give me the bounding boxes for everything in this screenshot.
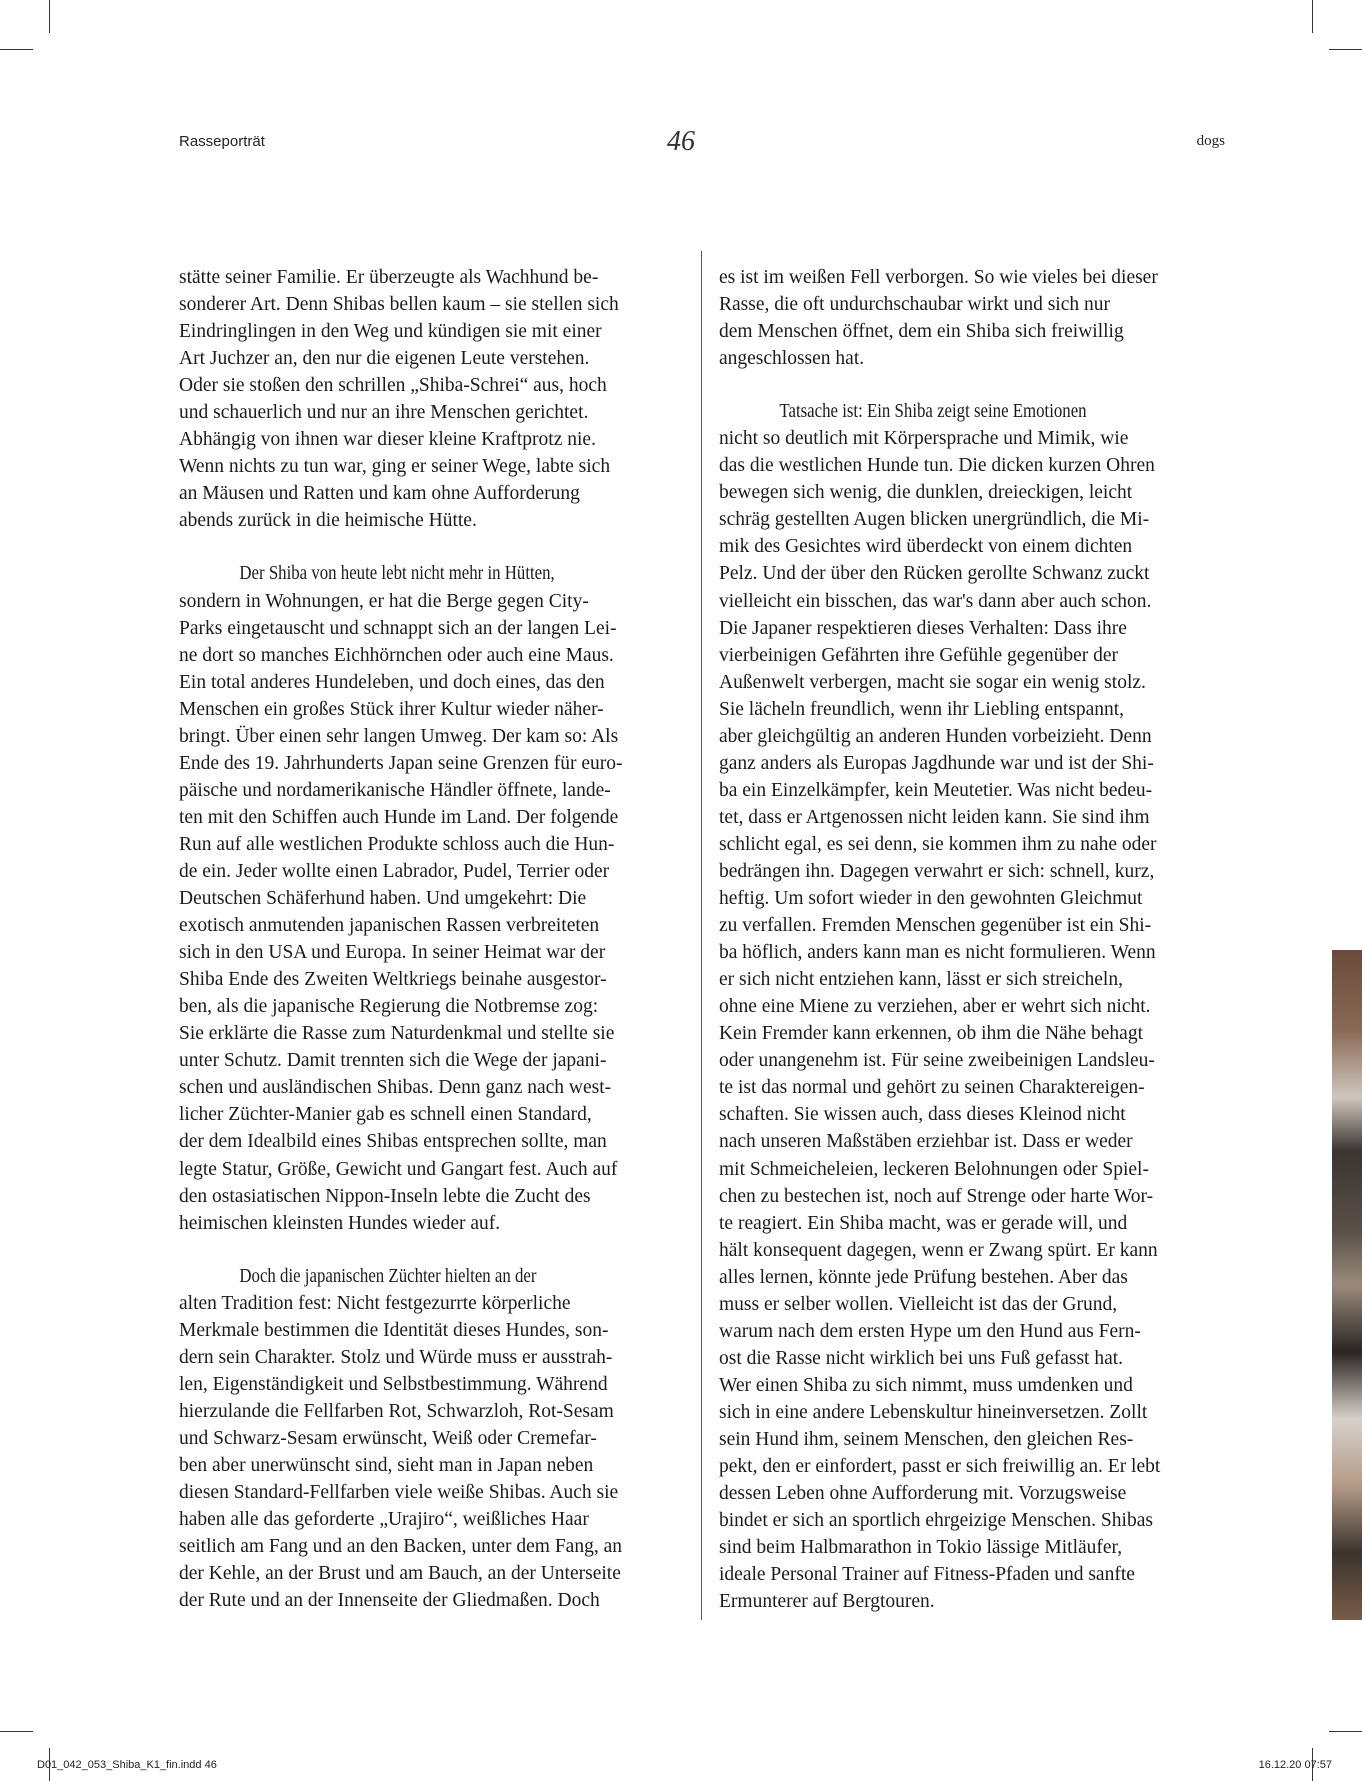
text-line: ganz anders als Europas Jagdhunde war und ist der Shi- <box>719 752 1154 774</box>
text-line: Rasse, die oft undurchschaubar wirkt und sich nur <box>719 294 1110 316</box>
text-line: unter Schutz. Damit trennten sich die Wege der japani- <box>179 1050 607 1072</box>
text-line: Run auf alle westlichen Produkte schloss auch die Hun- <box>179 833 615 855</box>
text-line: sondern in Wohnungen, er hat die Berge gegen City- <box>179 590 589 612</box>
article-paragraph <box>179 1263 689 1615</box>
text-line: schlicht egal, es sei denn, sie kommen ihm zu nahe oder <box>719 833 1157 855</box>
text-line: zu verfallen. Fremden Menschen gegenüber ist ein Shi- <box>719 915 1152 937</box>
text-line: legte Statur, Größe, Gewicht und Gangart fest. Auch auf <box>179 1158 618 1180</box>
text-line: chen zu bestechen ist, noch auf Strenge oder harte Wor- <box>719 1185 1154 1207</box>
article-paragraph <box>179 264 689 534</box>
text-line: pekt, den er einfordert, passt er sich freiwillig an. Er lebt <box>719 1456 1161 1478</box>
text-line: und Schwarz-Sesam erwünscht, Weiß oder Cremefar- <box>179 1427 597 1449</box>
text-line: hierzulande die Fellfarben Rot, Schwarzloh, Rot-Sesam <box>179 1400 614 1422</box>
edge-photo <box>1332 950 1362 1620</box>
text-line: Außenwelt verbergen, macht sie sogar ein wenig stolz. <box>719 671 1146 693</box>
text-line: bewegen sich wenig, die dunklen, dreieckigen, leicht <box>719 482 1133 504</box>
crop-mark <box>0 1731 33 1732</box>
text-line: dem Menschen öffnet, dem ein Shiba sich freiwillig <box>719 321 1124 343</box>
article-paragraph <box>719 398 1229 1615</box>
text-line: es ist im weißen Fell verborgen. So wie vieles bei dieser <box>719 267 1158 288</box>
text-line: Doch die japanischen Züchter hielten an der <box>239 1265 537 1287</box>
crop-mark <box>0 49 33 50</box>
text-line: ba höflich, anders kann man es nicht formulieren. Wenn <box>719 942 1156 964</box>
crop-mark <box>49 0 50 33</box>
text-line: stätte seiner Familie. Er überzeugte als Wachhund be- <box>179 267 599 288</box>
text-line: Die Japaner respektieren dieses Verhalten: Dass ihre <box>719 617 1127 639</box>
text-line: Pelz. Und der über den Rücken gerollte Schwanz zuckt <box>719 563 1150 585</box>
text-line: Sie erklärte die Rasse zum Naturdenkmal und stellte sie <box>179 1023 615 1045</box>
article-column-left <box>179 264 689 1640</box>
article-column-right <box>719 264 1229 1641</box>
column-divider <box>701 251 702 1620</box>
text-line: alles lernen, könnte jede Prüfung bestehen. Aber das <box>719 1266 1128 1288</box>
text-line: ideale Personal Trainer auf Fitness-Pfaden und sanfte <box>719 1564 1135 1586</box>
crop-mark <box>1312 0 1313 33</box>
text-line: ba ein Einzelkämpfer, kein Meutetier. Was nicht bedeu- <box>719 779 1153 801</box>
text-line: mit Schmeicheleien, leckeren Belohnungen oder Spiel- <box>719 1158 1149 1180</box>
text-line: ost die Rasse nicht wirklich bei uns Fuß gefasst hat. <box>719 1347 1124 1369</box>
footer-timestamp: 16.12.20 07:57 <box>1258 1759 1332 1771</box>
text-line: Parks eingetauscht und schnappt sich an der langen Lei- <box>179 617 617 639</box>
text-line: diesen Standard-Fellfarben viele weiße Shibas. Auch sie <box>179 1482 619 1504</box>
magazine-name: dogs <box>1196 133 1225 149</box>
text-line: an Mäusen und Ratten und kam ohne Aufforderung <box>179 483 580 505</box>
text-line: Ein total anderes Hundeleben, und doch eines, das den <box>179 671 605 693</box>
text-line: ohne eine Miene zu verziehen, aber er wehrt sich nicht. <box>719 996 1151 1018</box>
text-line: sonderer Art. Denn Shibas bellen kaum – sie stellen sich <box>179 294 619 316</box>
text-line: sich in den USA und Europa. In seiner Heimat war der <box>179 942 606 964</box>
text-line: Shiba Ende des Zweiten Weltkriegs beinahe ausgestor- <box>179 969 607 991</box>
text-line: vielleicht ein bisschen, das war's dann aber auch schon. <box>719 590 1152 612</box>
text-line: sich in eine andere Lebenskultur hineinversetzen. Zollt <box>719 1401 1148 1423</box>
text-line: Kein Fremder kann erkennen, ob ihm die Nähe behagt <box>719 1023 1143 1045</box>
text-line: de ein. Jeder wollte einen Labrador, Pudel, Terrier oder <box>179 860 610 882</box>
text-line: vierbeinigen Gefährten ihre Gefühle gegenüber der <box>719 644 1119 666</box>
text-line: warum nach dem ersten Hype um den Hund aus Fern- <box>719 1320 1141 1342</box>
text-line: der dem Idealbild eines Shibas entsprechen sollte, man <box>179 1131 607 1153</box>
text-line: nach unseren Maßstäben erziehbar ist. Dass er weder <box>719 1131 1133 1153</box>
text-line: schräg gestellten Augen blicken unergründlich, die Mi- <box>719 509 1150 531</box>
text-line: und schauerlich und nur an ihre Menschen gerichtet. <box>179 402 589 424</box>
text-line: ne dort so manches Eichhörnchen oder auch eine Maus. <box>179 644 614 666</box>
text-line: licher Züchter-Manier gab es schnell einen Standard, <box>179 1104 592 1126</box>
text-line: schen und ausländischen Shibas. Denn ganz nach west- <box>179 1077 612 1099</box>
text-line: Menschen ein großes Stück ihrer Kultur wieder näher- <box>179 698 604 720</box>
text-line: Art Juchzer an, den nur die eigenen Leute verstehen. <box>179 348 590 370</box>
text-line: alten Tradition fest: Nicht festgezurrte körperliche <box>179 1292 571 1314</box>
text-line: Tatsache ist: Ein Shiba zeigt seine Emotionen <box>779 401 1087 423</box>
text-line: tet, dass er Artgenossen nicht leiden kann. Sie sind ihm <box>719 806 1150 828</box>
text-line: haben alle das geforderte „Urajiro“, weißliches Haar <box>179 1509 589 1531</box>
crop-mark <box>1329 49 1362 50</box>
text-line: mik des Gesichtes wird überdeckt von einem dichten <box>719 536 1133 558</box>
text-line: bindet er sich an sportlich ehrgeizige Menschen. Shibas <box>719 1510 1153 1532</box>
text-line: den ostasiatischen Nippon-Inseln lebte die Zucht des <box>179 1185 591 1207</box>
text-line: Ermunterer auf Bergtouren. <box>719 1591 935 1613</box>
text-line: aber gleichgültig an anderen Hunden vorbeizieht. Denn <box>719 725 1152 747</box>
text-line: oder unangenehm ist. Für seine zweibeinigen Landsleu- <box>719 1050 1155 1072</box>
text-line: Der Shiba von heute lebt nicht mehr in Hütten, <box>239 563 555 585</box>
text-line: dessen Leben ohne Aufforderung mit. Vorzugsweise <box>719 1483 1127 1505</box>
text-line: angeschlossen hat. <box>719 348 865 370</box>
text-line: te reagiert. Ein Shiba macht, was er gerade will, und <box>719 1212 1128 1234</box>
text-line: exotisch anmutenden japanischen Rassen verbreiteten <box>179 915 600 937</box>
text-line: bedrängen ihn. Dagegen verwahrt er sich: schnell, kurz, <box>719 860 1155 882</box>
text-line: Merkmale bestimmen die Identität dieses Hundes, son- <box>179 1319 609 1341</box>
text-line: abends zurück in die heimische Hütte. <box>179 510 477 532</box>
text-line: schaften. Sie wissen auch, dass dieses Kleinod nicht <box>719 1104 1126 1126</box>
crop-mark <box>1329 1731 1362 1732</box>
text-line: er sich nicht entziehen kann, lässt er sich streicheln, <box>719 969 1123 991</box>
text-line: sind beim Halbmarathon in Tokio lässige Mitläufer, <box>719 1537 1123 1559</box>
text-line: heimischen kleinsten Hundes wieder auf. <box>179 1212 501 1234</box>
text-line: päische und nordamerikanische Händler öffnete, lande- <box>179 779 611 801</box>
page-number: 46 <box>667 126 695 157</box>
text-line: Oder sie stoßen den schrillen „Shiba-Schrei“ aus, hoch <box>179 375 607 397</box>
text-line: nicht so deutlich mit Körpersprache und Mimik, wie <box>719 428 1129 450</box>
text-line: dern sein Charakter. Stolz und Würde muss er ausstrah- <box>179 1346 613 1368</box>
text-line: muss er selber wollen. Vielleicht ist das der Grund, <box>719 1293 1118 1315</box>
text-line: ten mit den Schiffen auch Hunde im Land. Der folgende <box>179 806 619 828</box>
text-line: Wenn nichts zu tun war, ging er seiner Wege, labte sich <box>179 456 611 478</box>
text-line: seitlich am Fang und an den Backen, unter dem Fang, an <box>179 1536 622 1558</box>
text-line: bringt. Über einen sehr langen Umweg. Der kam so: Als <box>179 725 619 747</box>
text-line: der Kehle, an der Brust und am Bauch, an der Unterseite <box>179 1563 621 1585</box>
text-line: ben aber unerwünscht sind, sieht man in Japan neben <box>179 1454 594 1476</box>
article-paragraph <box>179 560 689 1236</box>
text-line: Sie lächeln freundlich, wenn ihr Liebling entspannt, <box>719 698 1125 720</box>
text-line: Wer einen Shiba zu sich nimmt, muss umdenken und <box>719 1374 1133 1396</box>
text-line: hält konsequent dagegen, wenn er Zwang spürt. Er kann <box>719 1239 1158 1261</box>
text-line: ben, als die japanische Regierung die Notbremse zog: <box>179 996 599 1018</box>
text-line: Deutschen Schäferhund haben. Und umgekehrt: Die <box>179 888 587 910</box>
text-line: Abhängig von ihnen war dieser kleine Kraftprotz nie. <box>179 429 596 451</box>
text-line: der Rute und an der Innenseite der Gliedmaßen. Doch <box>179 1590 600 1612</box>
text-line: Eindringlingen in den Weg und kündigen sie mit einer <box>179 321 602 343</box>
footer-file-info: D01_042_053_Shiba_K1_fin.indd 46 <box>37 1759 217 1771</box>
article-paragraph <box>719 264 1229 372</box>
text-line: heftig. Um sofort wieder in den gewohnten Gleichmut <box>719 888 1143 910</box>
text-line: len, Eigenständigkeit und Selbstbestimmung. Während <box>179 1373 608 1395</box>
text-line: das die westlichen Hunde tun. Die dicken kurzen Ohren <box>719 455 1155 477</box>
text-line: Ende des 19. Jahrhunderts Japan seine Grenzen für euro- <box>179 752 623 774</box>
text-line: sein Hund ihm, seinem Menschen, den gleichen Res- <box>719 1428 1134 1450</box>
text-line: te ist das normal und gehört zu seinen Charaktereigen- <box>719 1077 1145 1099</box>
section-label: Rasseporträt <box>179 133 265 150</box>
